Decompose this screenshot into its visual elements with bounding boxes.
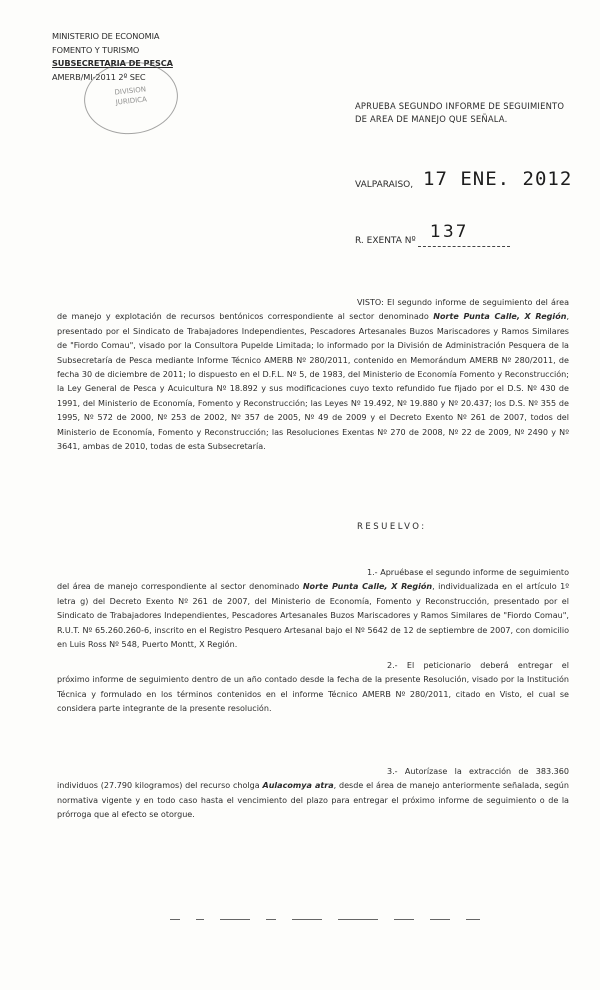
article-3 <box>57 765 569 823</box>
resuelvo-heading: RESUELVO: <box>357 522 427 532</box>
visto-lead: VISTO: <box>357 298 384 307</box>
stamp-text-bottom: JURIDICA <box>115 95 148 107</box>
header-line-reference: AMERB/MI-2011 2º SEC <box>52 71 146 82</box>
date-stamp: 17 ENE. 2012 <box>423 168 573 190</box>
article-1-sector: Norte Punta Calle, X Región <box>302 582 433 592</box>
place-label: VALPARAISO, <box>355 180 414 190</box>
article-1-lead: 1.- Apruébase el segundo informe de seguimiento del área de manejo correspondiente al sector denominado <box>57 568 569 592</box>
article-3-rest: , desde el área de manejo anteriormente señalada, según normativa vigente y en todo caso hasta el vencimiento del plazo para entregar el próximo informe de seguimiento o de la prórroga que al efecto se otorgue. <box>57 781 570 820</box>
header-line-fomento: FOMENTO Y TURISMO <box>52 44 140 55</box>
header-line-subsecretaria: SUBSECRETARIA DE PESCA <box>52 58 173 68</box>
header-line-ministry: MINISTERIO DE ECONOMIA <box>52 31 160 41</box>
visto-text-a: El segundo informe de seguimiento del área de manejo y explotación de recursos bentónicos correspondiente al sector denominado <box>57 298 569 322</box>
article-1-rest: , individualizada en el artículo 1º letra g) del Decreto Exento Nº 261 de 2007, del Ministerio de Economía, Fomento y Reconstrucción, presentado por el Sindicato de Trabajadores Independientes, Pescadores Artesanales Buzos Mariscadores y Ramos Similares de "Fiordo Comau", R.U.T. Nº 65.260.260-6, inscrito en el Registro Pesquero Artesanal bajo el Nº 5642 de 12 de septiembre de 2007, con domicilio en Luis Ross Nº 548, Puerto Montt, X Región. <box>57 582 570 650</box>
visto-text-b: , presentado por el Sindicato de Trabajadores Independientes, Pescadores Artesanales Buzos Mariscadores y Ramos Similares de "Fiordo Comau", visado por la Consultora Pupelde Limitada; lo informado por la División de Administración Pesquera de la Subsecretaría de Pesca mediante Informe Técnico AMERB Nº 280/2011, contenido en Memorándum AMERB Nº 280/2011, de fecha 30 de diciembre de 2011; lo dispuesto en el D.F.L. Nº 5, de 1983, del Ministerio de Economía Fomento y Reconstrucción; la Ley General de Pesca y Acuicultura Nº 18.892 y sus modificaciones cuyo texto refundido fue fijado por el D.S. Nº 430 de 1991, del Ministerio de Economía, Fomento y Reconstrucción; las Leyes Nº 19.492, Nº 19.880 y Nº 20.437; los D.S. Nº 355 de 1995, Nº 572 de 2000, Nº 253 de 2002, Nº 357 de 2005, Nº 49 de 2009 y el Decreto Exento Nº 261 de 2007, todos del Ministerio de Economía, Fomento y Reconstrucción; las Resoluciones Exentas Nº 270 de 2008, Nº 22 de 2009, Nº 2490 y Nº 3641, ambas de 2010, todas de esta Subsecretaría. <box>57 312 570 452</box>
footer-rule <box>170 905 520 917</box>
article-1 <box>57 566 569 652</box>
resolution-number-line <box>418 246 510 247</box>
visto-sector: Norte Punta Calle, X Región <box>433 312 567 322</box>
resolution-label: R. EXENTA Nº <box>355 236 416 246</box>
resolution-number: 137 <box>430 222 469 242</box>
resolution-subject: APRUEBA SEGUNDO INFORME DE SEGUIMIENTO DE AREA DE MANEJO QUE SEÑALA. <box>355 101 565 124</box>
article-3-lead: 3.- Autorízase la extracción de 383.360 individuos (27.790 kilogramos) del recurso cholga <box>57 767 569 791</box>
visto-paragraph <box>57 296 569 454</box>
stamp-text-top: DIVISION <box>114 85 147 97</box>
article-2: 2.- El peticionario deberá entregar el próximo informe de seguimiento dentro de un año contado desde la fecha de la presente Resolución, visado por la Institución Técnica y formulado en los términos contenidos en el informe Técnico AMERB Nº 280/2011, citado en Visto, el cual se considera parte integrante de la presente resolución. <box>57 661 569 714</box>
article-3-species: Aulacomya atra <box>262 781 334 791</box>
